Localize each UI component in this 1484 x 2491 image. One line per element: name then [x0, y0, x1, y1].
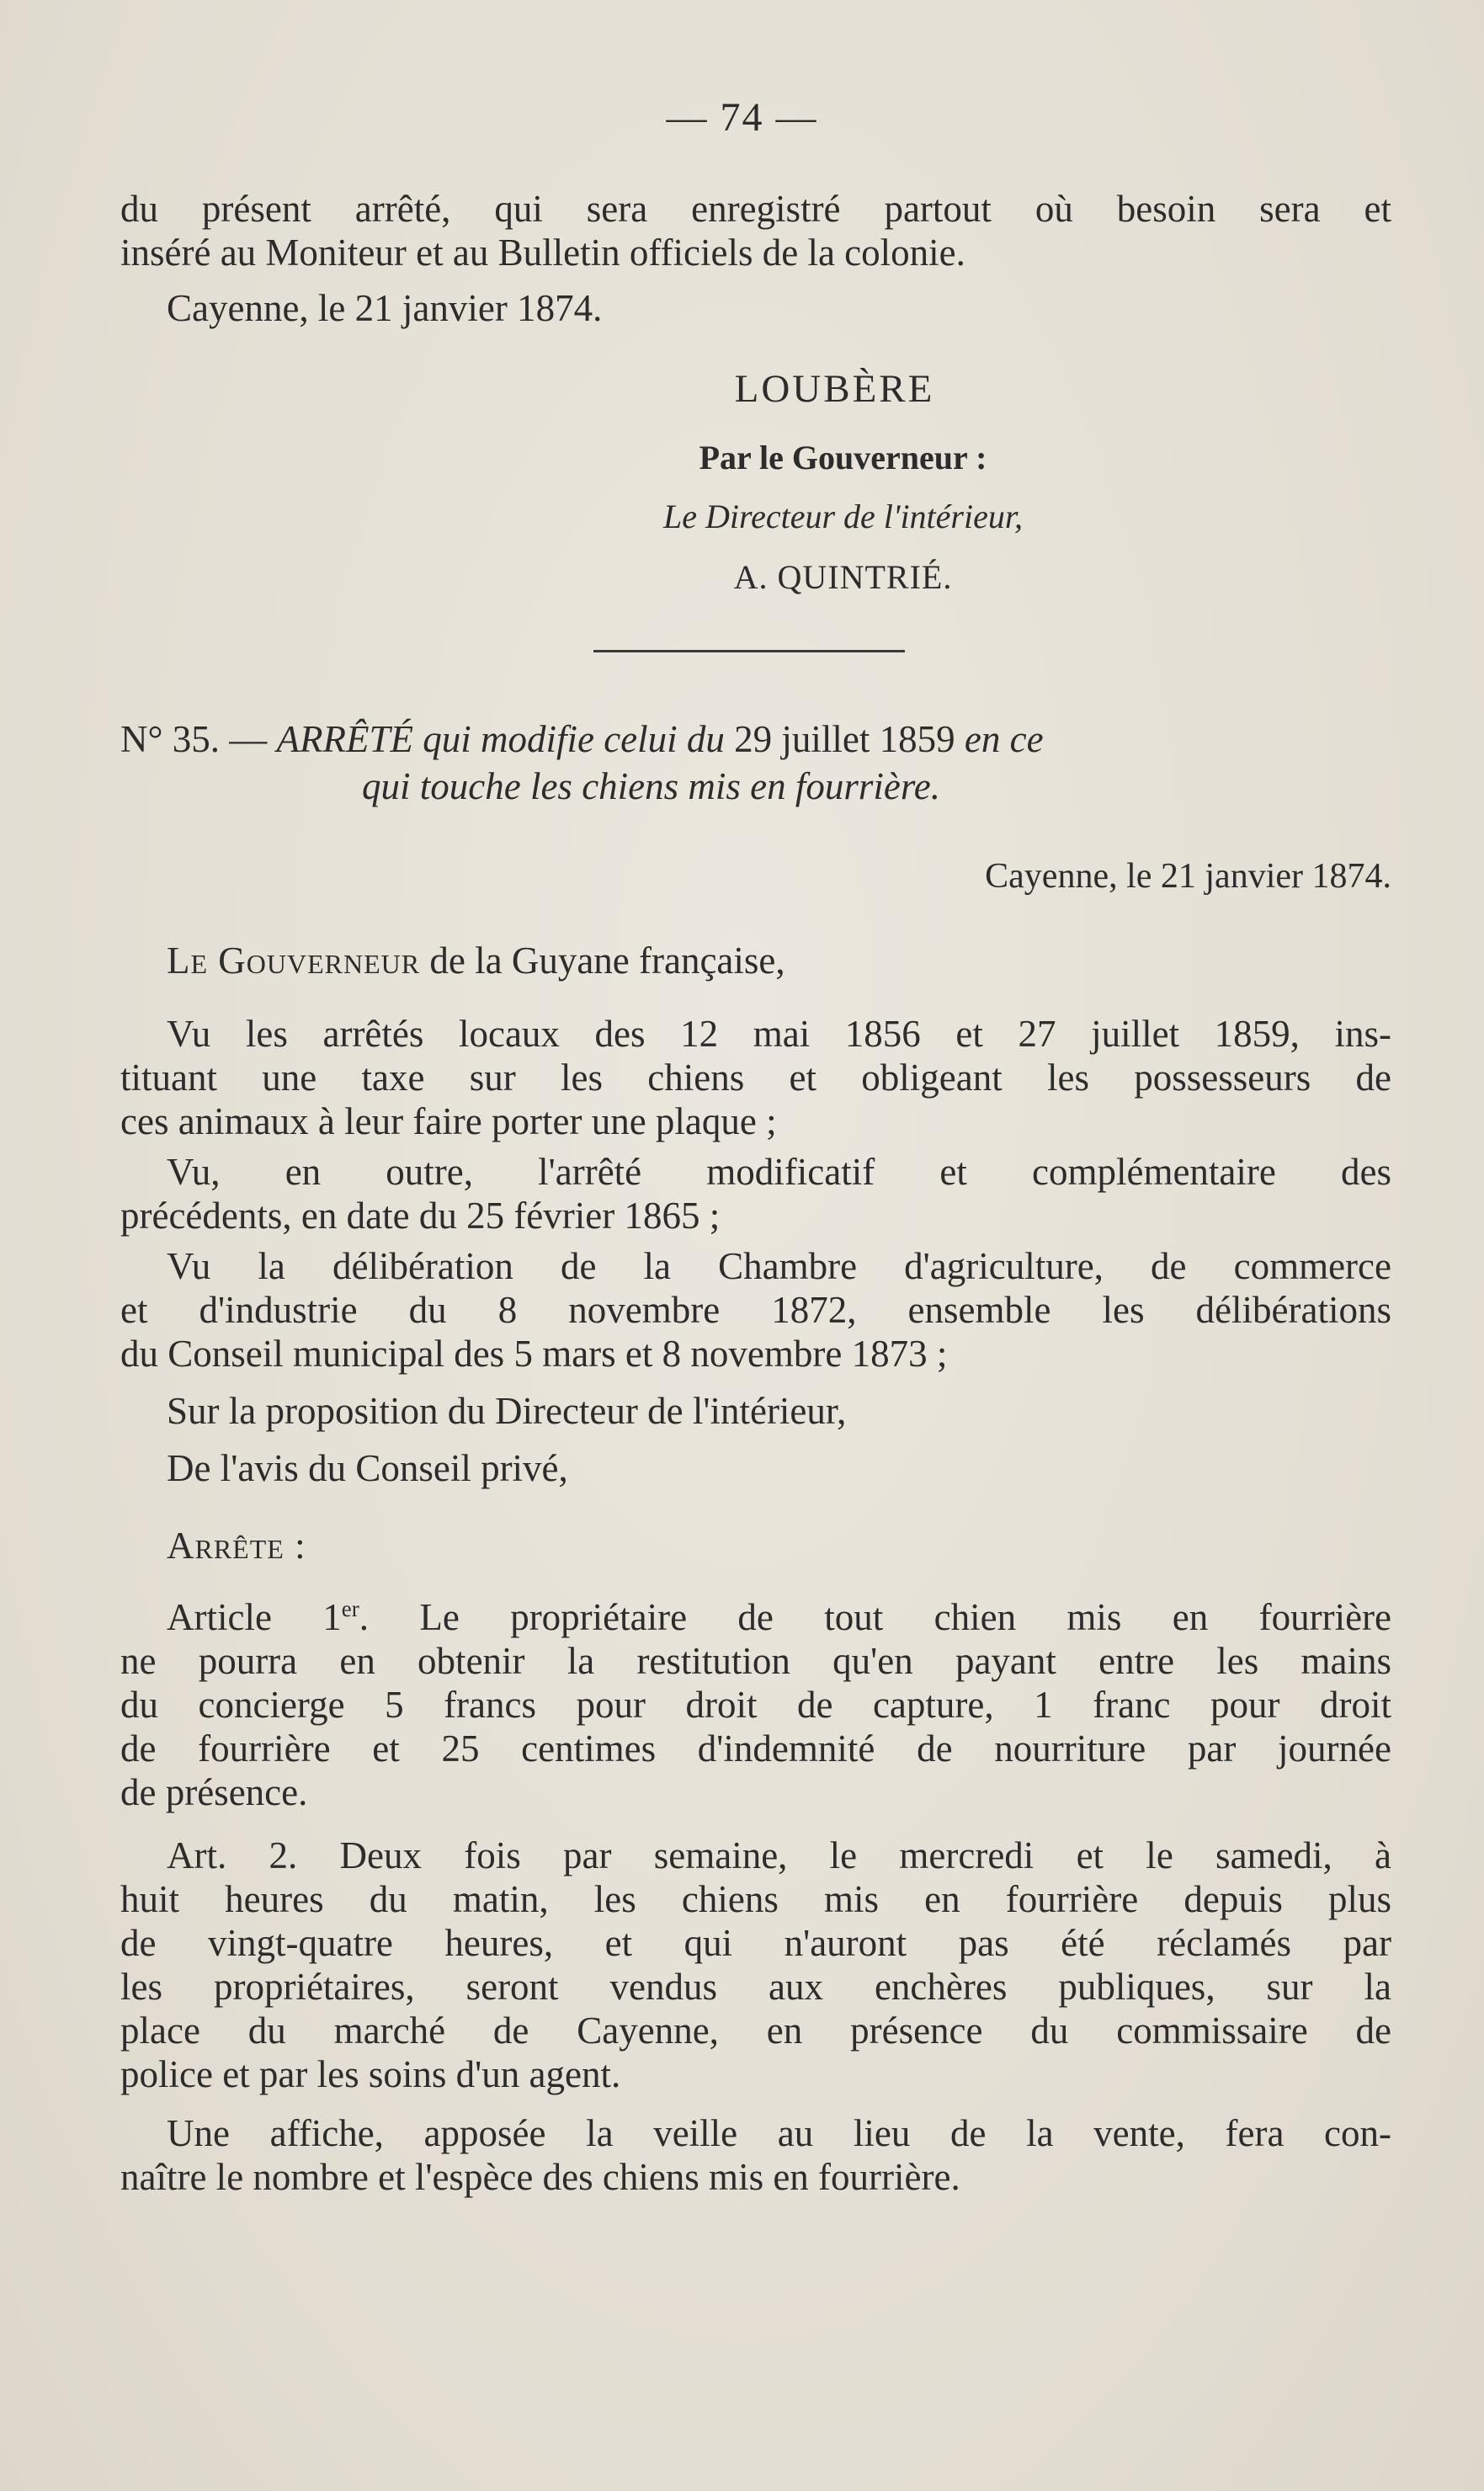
- proposition-line: Sur la proposition du Directeur de l'intérieur,: [167, 1390, 847, 1432]
- vu3-line-1: Vu la délibération de la Chambre d'agriculture, de commerce: [167, 1245, 1391, 1287]
- art2-line-6: police et par les soins d'un agent.: [120, 2053, 621, 2095]
- page-number: — 74 —: [666, 95, 818, 140]
- vu3-line-3: du Conseil municipal des 5 mars et 8 novembre 1873 ;: [120, 1333, 948, 1375]
- prev-text-line-2: inséré au Moniteur et au Bulletin officiels de la colonie.: [120, 232, 965, 274]
- vu1-line-1: Vu les arrêtés locaux des 12 mai 1856 et 27 juillet 1859, ins-: [167, 1013, 1391, 1055]
- art2-line-5: place du marché de Cayenne, en présence du commissaire de: [120, 2009, 1391, 2052]
- art1-line-2: ne pourra en obtenir la restitution qu'en payant entre les mains: [120, 1640, 1391, 1682]
- avis-line: De l'avis du Conseil privé,: [167, 1447, 568, 1489]
- arrete-label-line: Arrête :: [167, 1525, 306, 1567]
- gouverneur-line: [120, 939, 1391, 982]
- gouverneur-rest: de la Guyane française,: [420, 939, 785, 982]
- signature-by: Par le Gouverneur :: [699, 439, 987, 476]
- art1-line-4: de fourrière et 25 centimes d'indemnité de nourriture par journée: [120, 1727, 1391, 1770]
- art2-line-1: Art. 2. Deux fois par semaine, le mercredi et le samedi, à: [167, 1834, 1391, 1876]
- art2-line-2: huit heures du matin, les chiens mis en fourrière depuis plus: [120, 1878, 1391, 1920]
- vu1-line-3: ces animaux à leur faire porter une plaque ;: [120, 1100, 777, 1142]
- gouverneur-title: Le Gouverneur: [167, 939, 421, 982]
- arrete-title: [120, 716, 1391, 810]
- arrete-heading: [120, 716, 1391, 810]
- signature-role: Le Directeur de l'intérieur,: [663, 498, 1023, 535]
- arrete-title-line-2: qui touche les chiens mis en fourrière.: [362, 765, 940, 807]
- art1-sup: er: [341, 1596, 359, 1621]
- signature-signer: A. QUINTRIÉ.: [733, 558, 953, 596]
- vu1-line-2: tituant une taxe sur les chiens et obligeant les possesseurs de: [120, 1057, 1391, 1099]
- prev-text-line-1: du présent arrêté, qui sera enregistré partout où besoin sera et: [120, 188, 1391, 230]
- arrete-date: Cayenne, le 21 janvier 1874.: [985, 857, 1391, 896]
- arrete-label: ARRÊTÉ: [276, 718, 413, 760]
- arrete-title-part-2: en ce: [955, 718, 1044, 760]
- arrete-title-date: 29 juillet 1859: [734, 718, 955, 760]
- art2-line-4: les propriétaires, seront vendus aux enchères publiques, sur la: [120, 1966, 1391, 2008]
- prev-place-date: Cayenne, le 21 janvier 1874.: [167, 287, 603, 329]
- art1-head: Article 1: [167, 1596, 342, 1638]
- vu2-line-1: Vu, en outre, l'arrêté modificatif et complémentaire des: [167, 1151, 1391, 1193]
- art1-line-1: [120, 1595, 1391, 1639]
- vu2-line-2: précédents, en date du 25 février 1865 ;: [120, 1195, 721, 1237]
- arrete-number: N° 35.: [120, 718, 220, 760]
- art1-line-5: de présence.: [120, 1771, 308, 1813]
- arrete-title-part-1: qui modifie celui du: [412, 718, 735, 760]
- art1-line-3: du concierge 5 francs pour droit de capture, 1 franc pour droit: [120, 1684, 1391, 1726]
- affiche-line-2: naître le nombre et l'espèce des chiens mis en fourrière.: [120, 2156, 960, 2198]
- art1-text: . Le propriétaire de tout chien mis en fourrière: [359, 1596, 1392, 1638]
- vu3-line-2: et d'industrie du 8 novembre 1872, ensemble les délibérations: [120, 1289, 1391, 1331]
- signature-name: LOUBÈRE: [734, 367, 935, 411]
- art2-line-3: de vingt-quatre heures, et qui n'auront pas été réclamés par: [120, 1922, 1391, 1964]
- arrete-dash: —: [220, 718, 277, 760]
- affiche-line-1: Une affiche, apposée la veille au lieu de la vente, fera con-: [167, 2112, 1391, 2154]
- section-divider: [593, 650, 905, 652]
